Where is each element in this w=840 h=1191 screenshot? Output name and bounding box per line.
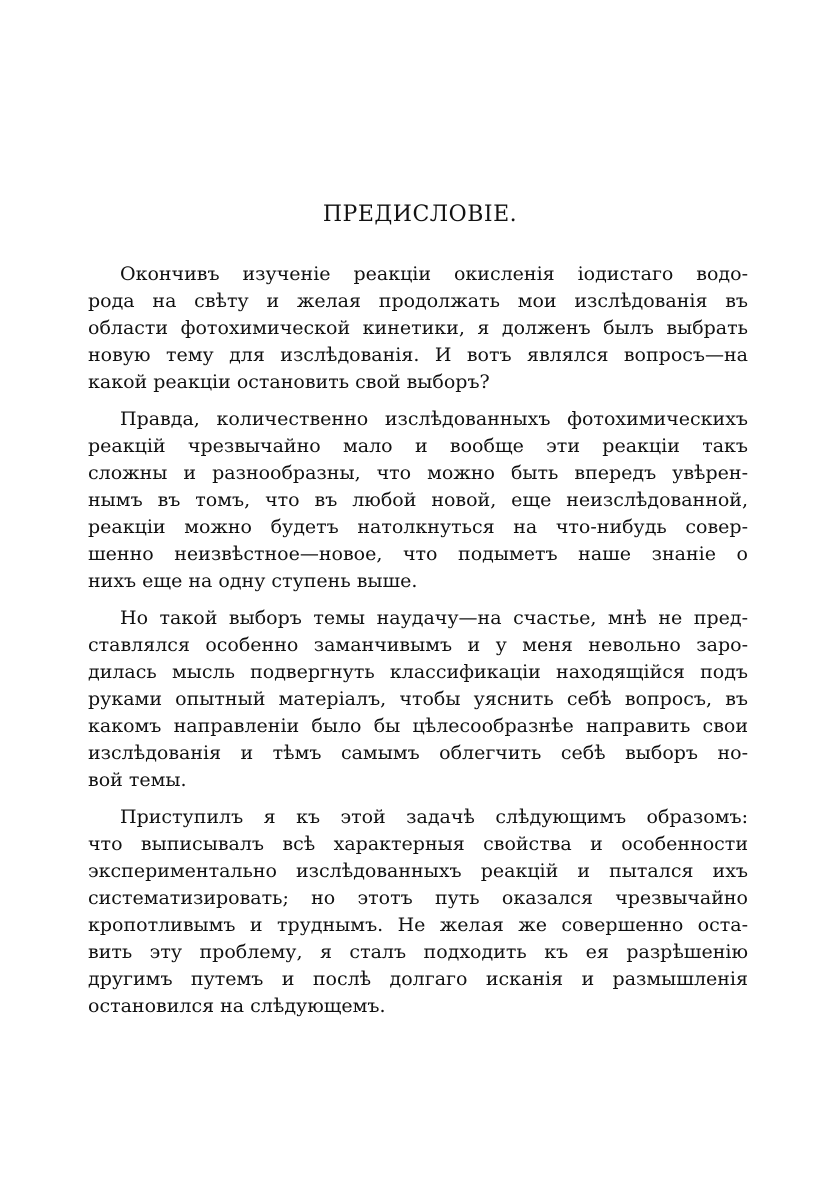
text-line: нихъ еще на одну ступень выше. [88, 570, 418, 592]
text-line: дилась мысль подвергнуть классификаціи находящійся подъ [88, 661, 748, 683]
text-line: рода на свѣту и желая продолжать мои изслѣдованія въ [88, 290, 748, 312]
text-line: Приступилъ я къ этой задачѣ слѣдующимъ образомъ: [120, 806, 748, 828]
text-line: шенно неизвѣстное—новое, что подыметъ наше знаніе о [88, 543, 748, 565]
paragraph-3 [88, 605, 748, 794]
paragraph-2 [88, 406, 748, 595]
text-line: реакцій чрезвычайно мало и вообще эти реакціи такъ [88, 435, 748, 457]
body-text [88, 261, 748, 1030]
text-line: Правда, количественно изслѣдованныхъ фотохимическихъ [120, 408, 748, 430]
text-line: ставлялся особенно заманчивымъ и у меня невольно заро- [88, 634, 748, 656]
text-line: нымъ въ томъ, что въ любой новой, еще неизслѣдованной, [88, 489, 748, 511]
text-line: изслѣдованія и тѣмъ самымъ облегчить себѣ выборъ но- [88, 742, 748, 764]
text-line: руками опытный матеріалъ, чтобы уяснить себѣ вопросъ, въ [88, 688, 748, 710]
text-line: экспериментально изслѣдованныхъ реакцій и пытался ихъ [88, 860, 748, 882]
text-line: реакціи можно будетъ натолкнуться на что-нибудь совер- [88, 516, 748, 538]
text-line: какой реакціи остановить свой выборъ? [88, 371, 490, 393]
text-line: что выписывалъ всѣ характерныя свойства и особенности [88, 833, 748, 855]
text-line: Окончивъ изученіе реакціи окисленія іодистаго водо- [120, 263, 748, 285]
paragraph-1 [88, 261, 748, 396]
text-line: вить эту проблему, я сталъ подходить къ ея разрѣшенію [88, 941, 748, 963]
paragraph-4 [88, 804, 748, 1020]
text-line: Но такой выборъ темы наудачу—на счастье, мнѣ не пред- [120, 607, 748, 629]
text-line: сложны и разнообразны, что можно быть впередъ увѣрен- [88, 462, 748, 484]
text-line: остановился на слѣдующемъ. [88, 995, 386, 1017]
text-line: новую тему для изслѣдованія. И вотъ являлся вопросъ—на [88, 344, 748, 366]
text-line: другимъ путемъ и послѣ долгаго исканія и размышленія [88, 968, 748, 990]
page-title: ПРЕДИСЛОВІЕ. [322, 202, 518, 227]
text-line: вой темы. [88, 769, 187, 791]
text-line: какомъ направленіи было бы цѣлесообразнѣе направить свои [88, 715, 748, 737]
text-line: кропотливымъ и труднымъ. Не желая же совершенно оста- [88, 914, 748, 936]
text-line: области фотохимической кинетики, я долженъ былъ выбрать [88, 317, 748, 339]
text-line: систематизировать; но этотъ путь оказался чрезвычайно [88, 887, 748, 909]
